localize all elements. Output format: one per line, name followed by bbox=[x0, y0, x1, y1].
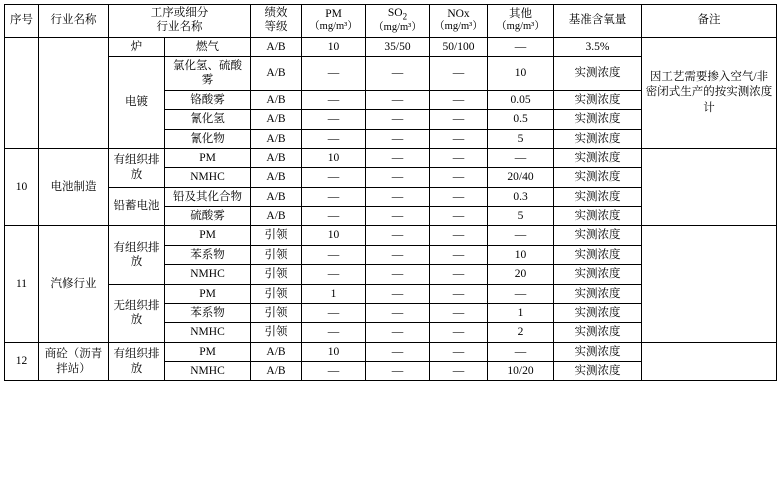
header-nox bbox=[430, 5, 488, 38]
cell-nox: — bbox=[430, 323, 488, 342]
cell-so2: — bbox=[366, 90, 430, 109]
cell-process: 硫酸雾 bbox=[165, 207, 251, 226]
cell-pm: — bbox=[302, 265, 366, 284]
cell-so2: — bbox=[366, 323, 430, 342]
cell-pm: — bbox=[302, 187, 366, 206]
cell-group: 有组织排放 bbox=[109, 148, 165, 187]
cell-oxygen: 实测浓度 bbox=[554, 148, 642, 167]
cell-oxygen: 实测浓度 bbox=[554, 57, 642, 91]
header-other bbox=[488, 5, 554, 38]
cell-other: 2 bbox=[488, 323, 554, 342]
cell-pm: — bbox=[302, 110, 366, 129]
cell-group: 电镀 bbox=[109, 57, 165, 149]
cell-pm: — bbox=[302, 57, 366, 91]
cell-pm: 10 bbox=[302, 342, 366, 361]
cell-industry: 汽修行业 bbox=[39, 226, 109, 342]
cell-process: 燃气 bbox=[165, 37, 251, 56]
header-oxygen: 基准含氧量 bbox=[554, 5, 642, 38]
header-grade bbox=[251, 5, 302, 38]
cell-oxygen: 实测浓度 bbox=[554, 284, 642, 303]
cell-process: PM bbox=[165, 342, 251, 361]
cell-process: 苯系物 bbox=[165, 303, 251, 322]
table-body bbox=[5, 37, 777, 381]
header-so2-subscript: 2 bbox=[402, 11, 408, 22]
cell-process: 铬酸雾 bbox=[165, 90, 251, 109]
cell-nox: — bbox=[430, 226, 488, 245]
cell-process: NMHC bbox=[165, 265, 251, 284]
cell-so2: — bbox=[366, 168, 430, 187]
cell-pm: 10 bbox=[302, 37, 366, 56]
cell-oxygen: 实测浓度 bbox=[554, 129, 642, 148]
cell-grade: 引领 bbox=[251, 323, 302, 342]
cell-group: 炉 bbox=[109, 37, 165, 56]
cell-pm: — bbox=[302, 303, 366, 322]
cell-other: 10/20 bbox=[488, 362, 554, 381]
cell-so2: — bbox=[366, 110, 430, 129]
cell-grade: 引领 bbox=[251, 245, 302, 264]
table-row bbox=[5, 37, 777, 56]
cell-grade: 引领 bbox=[251, 226, 302, 245]
cell-grade: 引领 bbox=[251, 303, 302, 322]
cell-so2: — bbox=[366, 245, 430, 264]
cell-so2: — bbox=[366, 187, 430, 206]
cell-nox: — bbox=[430, 265, 488, 284]
cell-nox: — bbox=[430, 207, 488, 226]
cell-oxygen: 3.5% bbox=[554, 37, 642, 56]
cell-pm: 1 bbox=[302, 284, 366, 303]
cell-nox: — bbox=[430, 284, 488, 303]
cell-so2: — bbox=[366, 284, 430, 303]
cell-industry bbox=[39, 37, 109, 148]
cell-grade: 引领 bbox=[251, 284, 302, 303]
cell-grade: A/B bbox=[251, 110, 302, 129]
table-row bbox=[5, 342, 777, 361]
cell-pm: 10 bbox=[302, 226, 366, 245]
table-row bbox=[5, 226, 777, 245]
cell-other: — bbox=[488, 284, 554, 303]
cell-grade: A/B bbox=[251, 207, 302, 226]
cell-process: 铅及其化合物 bbox=[165, 187, 251, 206]
cell-index: 10 bbox=[5, 148, 39, 226]
header-process bbox=[109, 5, 251, 38]
cell-grade: A/B bbox=[251, 148, 302, 167]
cell-process: PM bbox=[165, 226, 251, 245]
header-grade-line1: 绩效 bbox=[264, 7, 288, 20]
cell-pm: — bbox=[302, 129, 366, 148]
cell-nox: 50/100 bbox=[430, 37, 488, 56]
cell-other: — bbox=[488, 342, 554, 361]
header-industry: 行业名称 bbox=[39, 5, 109, 38]
cell-oxygen: 实测浓度 bbox=[554, 303, 642, 322]
document-page bbox=[0, 4, 780, 493]
cell-oxygen: 实测浓度 bbox=[554, 168, 642, 187]
cell-nox: — bbox=[430, 245, 488, 264]
cell-process: PM bbox=[165, 148, 251, 167]
header-process-line1: 工序或细分 bbox=[150, 7, 209, 20]
header-pm-unit: （mg/m³） bbox=[309, 21, 358, 33]
header-pm bbox=[302, 5, 366, 38]
cell-so2: — bbox=[366, 342, 430, 361]
cell-oxygen: 实测浓度 bbox=[554, 187, 642, 206]
cell-other: 5 bbox=[488, 129, 554, 148]
cell-oxygen: 实测浓度 bbox=[554, 226, 642, 245]
cell-nox: — bbox=[430, 362, 488, 381]
header-so2-label: SO bbox=[387, 7, 403, 19]
cell-other: 1 bbox=[488, 303, 554, 322]
cell-oxygen: 实测浓度 bbox=[554, 110, 642, 129]
cell-so2: — bbox=[366, 129, 430, 148]
header-other-label: 其他 bbox=[509, 7, 532, 20]
cell-grade: 引领 bbox=[251, 265, 302, 284]
cell-group: 无组织排放 bbox=[109, 284, 165, 342]
cell-pm: — bbox=[302, 207, 366, 226]
header-so2 bbox=[366, 5, 430, 38]
cell-grade: A/B bbox=[251, 342, 302, 361]
cell-so2: 35/50 bbox=[366, 37, 430, 56]
cell-nox: — bbox=[430, 342, 488, 361]
cell-grade: A/B bbox=[251, 57, 302, 91]
cell-nox: — bbox=[430, 148, 488, 167]
cell-so2: — bbox=[366, 265, 430, 284]
cell-so2: — bbox=[366, 148, 430, 167]
cell-nox: — bbox=[430, 90, 488, 109]
cell-pm: — bbox=[302, 168, 366, 187]
cell-so2: — bbox=[366, 362, 430, 381]
cell-so2: — bbox=[366, 303, 430, 322]
cell-industry: 商砼（沥青拌站） bbox=[39, 342, 109, 381]
header-other-unit: （mg/m³） bbox=[496, 21, 545, 33]
cell-oxygen: 实测浓度 bbox=[554, 90, 642, 109]
cell-oxygen: 实测浓度 bbox=[554, 265, 642, 284]
cell-other: 0.05 bbox=[488, 90, 554, 109]
cell-process: 氰化物 bbox=[165, 129, 251, 148]
cell-process: 氯化氢、硫酸雾 bbox=[165, 57, 251, 91]
cell-so2: — bbox=[366, 57, 430, 91]
cell-so2: — bbox=[366, 226, 430, 245]
table-row bbox=[5, 148, 777, 167]
cell-oxygen: 实测浓度 bbox=[554, 207, 642, 226]
cell-pm: — bbox=[302, 245, 366, 264]
cell-grade: A/B bbox=[251, 129, 302, 148]
cell-process: 苯系物 bbox=[165, 245, 251, 264]
cell-oxygen: 实测浓度 bbox=[554, 362, 642, 381]
cell-other: — bbox=[488, 148, 554, 167]
header-so2-unit: （mg/m³） bbox=[373, 22, 422, 34]
cell-other: 10 bbox=[488, 245, 554, 264]
cell-remark bbox=[642, 342, 777, 381]
emission-standards-table bbox=[4, 4, 777, 381]
cell-grade: A/B bbox=[251, 90, 302, 109]
cell-other: — bbox=[488, 226, 554, 245]
cell-index: 11 bbox=[5, 226, 39, 342]
cell-nox: — bbox=[430, 110, 488, 129]
header-grade-line2: 等级 bbox=[264, 20, 288, 33]
cell-other: 20/40 bbox=[488, 168, 554, 187]
cell-oxygen: 实测浓度 bbox=[554, 323, 642, 342]
cell-index: 12 bbox=[5, 342, 39, 381]
cell-grade: A/B bbox=[251, 168, 302, 187]
cell-group: 铅蓄电池 bbox=[109, 187, 165, 226]
cell-nox: — bbox=[430, 303, 488, 322]
cell-nox: — bbox=[430, 129, 488, 148]
cell-grade: A/B bbox=[251, 362, 302, 381]
cell-grade: A/B bbox=[251, 187, 302, 206]
header-pm-label: PM bbox=[325, 7, 342, 20]
cell-nox: — bbox=[430, 168, 488, 187]
cell-process: NMHC bbox=[165, 168, 251, 187]
cell-other: 20 bbox=[488, 265, 554, 284]
cell-group: 有组织排放 bbox=[109, 342, 165, 381]
cell-pm: 10 bbox=[302, 148, 366, 167]
cell-other: 5 bbox=[488, 207, 554, 226]
cell-oxygen: 实测浓度 bbox=[554, 342, 642, 361]
header-nox-label: NOx bbox=[447, 7, 470, 20]
cell-industry: 电池制造 bbox=[39, 148, 109, 226]
cell-group: 有组织排放 bbox=[109, 226, 165, 284]
cell-nox: — bbox=[430, 187, 488, 206]
cell-pm: — bbox=[302, 90, 366, 109]
cell-remark bbox=[642, 148, 777, 226]
cell-grade: A/B bbox=[251, 37, 302, 56]
cell-pm: — bbox=[302, 362, 366, 381]
header-remark: 备注 bbox=[642, 5, 777, 38]
header-nox-unit: （mg/m³） bbox=[434, 21, 483, 33]
cell-remark bbox=[642, 226, 777, 342]
header-process-line2: 行业名称 bbox=[156, 20, 203, 33]
cell-so2: — bbox=[366, 207, 430, 226]
cell-other: — bbox=[488, 37, 554, 56]
cell-nox: — bbox=[430, 57, 488, 91]
cell-other: 0.5 bbox=[488, 110, 554, 129]
cell-process: NMHC bbox=[165, 362, 251, 381]
cell-process: NMHC bbox=[165, 323, 251, 342]
cell-other: 0.3 bbox=[488, 187, 554, 206]
cell-other: 10 bbox=[488, 57, 554, 91]
cell-remark: 因工艺需要掺入空气/非密闭式生产的按实测浓度计 bbox=[642, 37, 777, 148]
cell-index bbox=[5, 37, 39, 148]
header-index: 序号 bbox=[5, 5, 39, 38]
cell-process: PM bbox=[165, 284, 251, 303]
cell-pm: — bbox=[302, 323, 366, 342]
table-header-row bbox=[5, 5, 777, 38]
cell-process: 氰化氢 bbox=[165, 110, 251, 129]
cell-oxygen: 实测浓度 bbox=[554, 245, 642, 264]
